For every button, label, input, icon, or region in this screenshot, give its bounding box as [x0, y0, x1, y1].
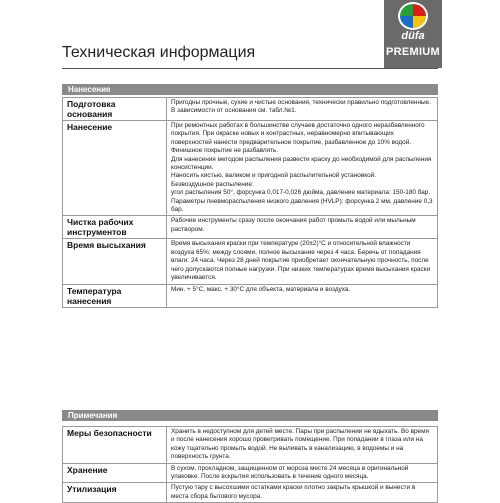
row-value [167, 121, 438, 216]
row-value [167, 463, 438, 483]
page-title: Техническая информация [62, 44, 256, 61]
logo-premium-text: PREMIUM [385, 46, 441, 58]
row-value-line: Пригодны прочные, сухие и чистые основания, технически правильно подготовленные. В зависимости от основания см. табл.№1. [171, 99, 431, 115]
row-key: Меры безопасности [63, 427, 167, 464]
table-row [63, 239, 438, 284]
row-value [167, 216, 438, 239]
table-row [63, 427, 438, 464]
row-value-line: При ремонтных работах в большинстве случаев достаточно одного неразбавленного покрытия. При окраске новых и контрастных, неравномерно впитывающих поверхностей нанести предварительное покрытие, разбавленное до 10% водой. Финишное покрытие не разбавлять. [171, 122, 425, 155]
row-value [167, 284, 438, 307]
row-key: Температура нанесения [63, 284, 167, 307]
row-value-line: Время высыхания краски при температуре (20±2)°С и относительной влажности воздуха 65%: между слоями, полное высыхание через 4 часа. Беречь от попадания влаги: 24 часа. Через 28 дней покрытие приобретает окончательную прочность, после чего допускаются полные нагрузки. При низких температурах время высыхания краски увеличивается. [171, 240, 431, 282]
row-value [167, 98, 438, 121]
row-value [167, 427, 438, 464]
row-value-line: Мин. + 5°С, макс. + 30°С для объекта, материала и воздуха. [171, 285, 351, 293]
row-value [167, 239, 438, 284]
row-key: Нанесение [63, 121, 167, 216]
logo-brand-text: düfa [401, 30, 425, 42]
application-table [62, 97, 438, 308]
logo-drop-icon [398, 2, 428, 30]
section-header-notes: Примечания [62, 410, 438, 421]
row-key: Время высыхания [63, 239, 167, 284]
header-rule [62, 68, 438, 69]
row-value-line: Наносить кистью, валиком и пригодной распылительной установкой. [171, 172, 376, 180]
row-key: Утилизация [63, 483, 167, 503]
row-value-line: Хранить в недоступном для детей месте. Пары при распылении не вдыхать. Во время и после нанесения хорошо проветривать помещение. При попадании в глаза или на кожу тщательно промыть водой. Не выливать в канализацию, в водоемы и на поверхность грунта. [171, 428, 429, 461]
row-value-line: Параметры пневмораспыления низкого давления (HVLP): форсунка 2 мм, давление 0,3 бар. [171, 197, 433, 214]
table-row [63, 216, 438, 239]
section-header-application: Нанесение [62, 84, 438, 95]
brand-logo [384, 0, 442, 68]
row-value-line: Пустую тару с высохшими остатками краски плотно закрыть крышкой и вынести в места сбора бытового мусора. [171, 484, 416, 500]
row-key: Хранение [63, 463, 167, 483]
notes-table [62, 426, 438, 503]
row-value-line: Безвоздушное распыление: [171, 180, 254, 188]
row-value-line: В сухом, прохладном, защищенном от мороза месте 24 месяца в оригинальной упаковке. После вскрытия использовать в течение одного месяца. [171, 464, 409, 481]
table-row [63, 463, 438, 483]
table-row [63, 98, 438, 121]
row-key: Подготовка основания [63, 98, 167, 121]
row-value-line: Рабочие инструменты сразу после окончания работ промыть водой или мыльным раствором. [171, 217, 416, 233]
table-row [63, 284, 438, 307]
row-key: Чистка рабочих инструментов [63, 216, 167, 239]
row-value-line: угол распыления 50°, форсунка 0,017-0,026 дюйма, давление материала: 150-180 бар. [171, 189, 431, 197]
row-value-line: Для нанесения методом распыления развести краску до необходимой для распыления консистенции. [171, 155, 432, 172]
table-row [63, 121, 438, 216]
